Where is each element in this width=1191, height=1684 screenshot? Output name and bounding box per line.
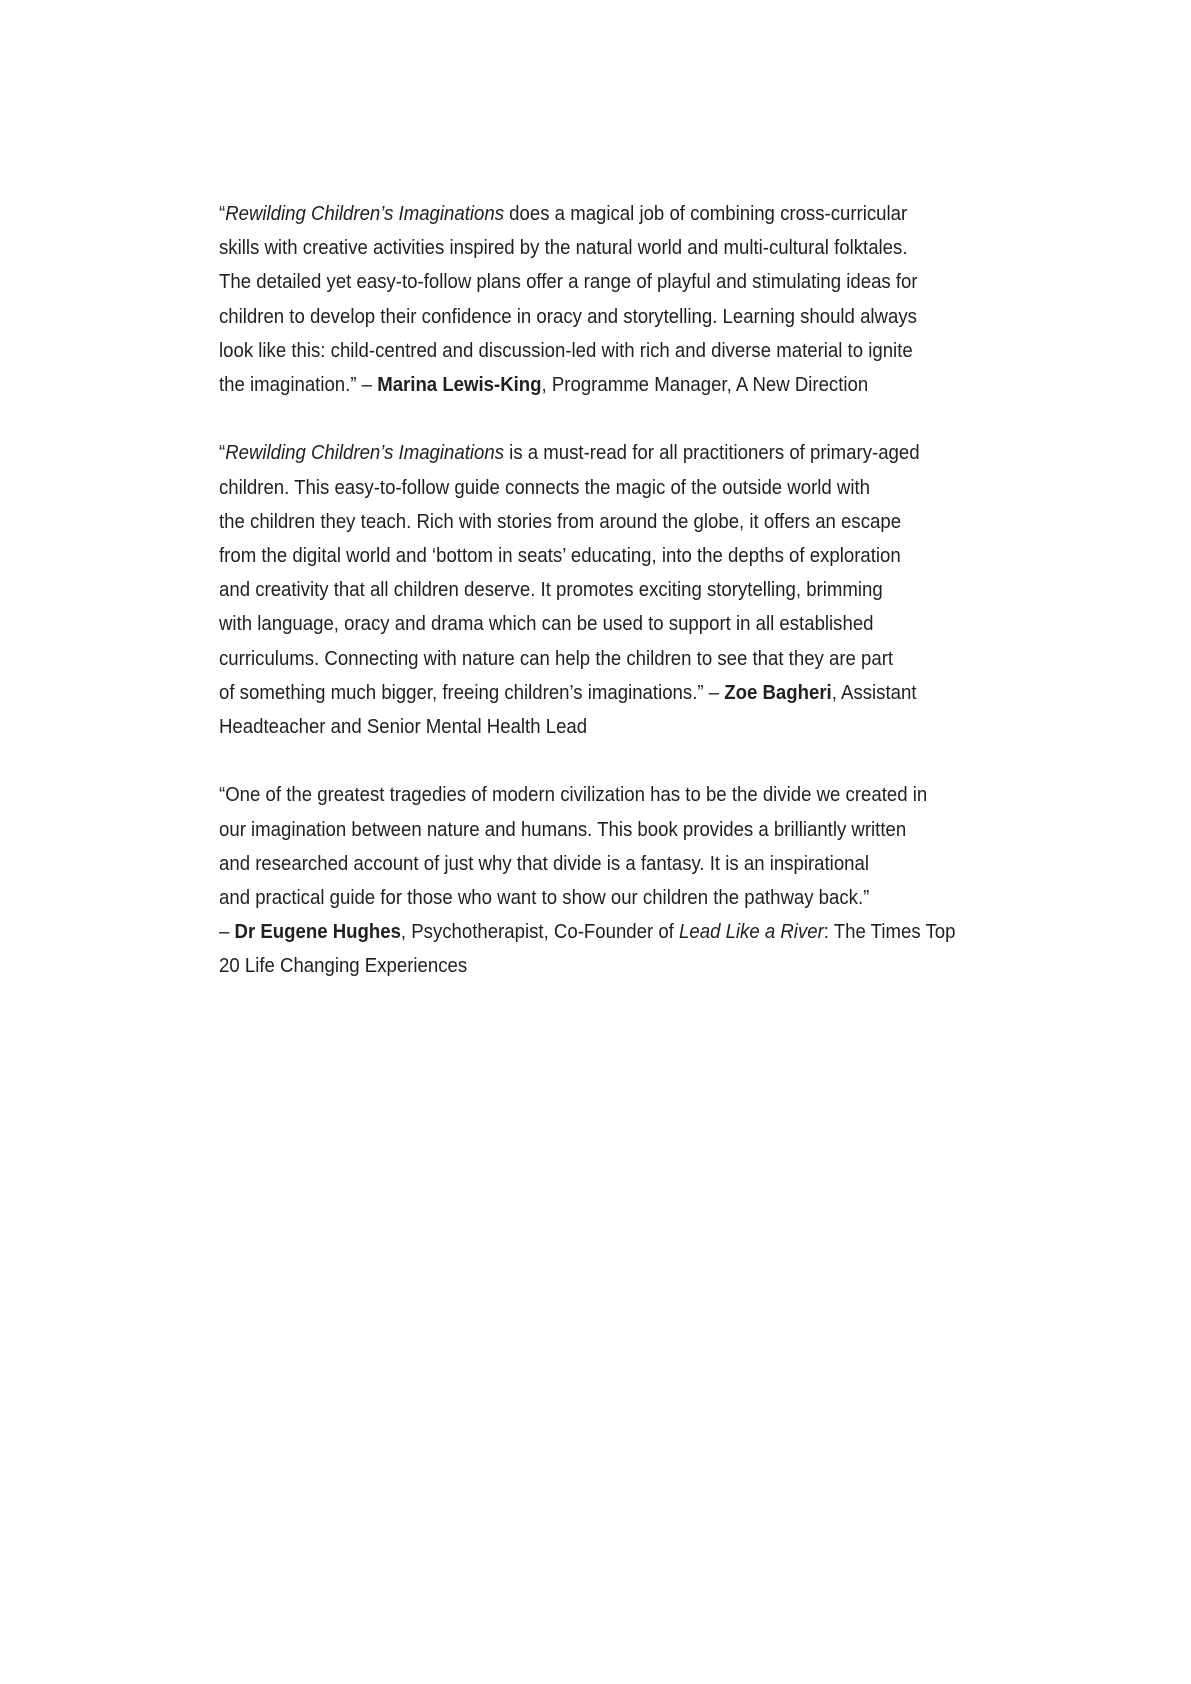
text-segment: and creativity that all children deserve. It promotes exciting storytelling, brimming <box>219 579 883 602</box>
document-page <box>219 197 1099 1018</box>
text-line <box>219 334 1037 368</box>
testimonial-paragraph <box>219 778 1099 983</box>
text-line <box>219 813 1037 847</box>
text-line <box>219 505 1037 539</box>
text-segment: : The Times Top <box>823 921 956 944</box>
text-segment: of something much bigger, freeing children’s imaginations.” – <box>219 681 725 704</box>
author-name: Dr Eugene Hughes <box>234 921 401 944</box>
text-segment: “ <box>219 442 226 465</box>
text-line <box>219 300 1037 334</box>
text-line <box>219 436 1037 470</box>
testimonial-paragraph <box>219 436 1099 744</box>
text-segment: from the digital world and ‘bottom in seats’ educating, into the depths of exploration <box>219 545 901 568</box>
text-segment: “One of the greatest tragedies of modern civilization has to be the divide we created in <box>219 784 928 807</box>
text-segment: and researched account of just why that divide is a fantasy. It is an inspirational <box>219 852 869 875</box>
testimonial-paragraph <box>219 197 1099 402</box>
text-segment: is a must-read for all practitioners of primary-aged <box>504 442 920 465</box>
text-segment: our imagination between nature and humans. This book provides a brilliantly written <box>219 818 907 841</box>
text-segment: – <box>219 921 235 944</box>
text-segment: curriculums. Connecting with nature can help the children to see that they are part <box>219 647 894 670</box>
text-segment: and practical guide for those who want to show our children the pathway back.” <box>219 887 870 910</box>
text-segment: skills with creative activities inspired by the natural world and multi-cultural folktales. <box>219 237 908 260</box>
text-line <box>219 197 1037 231</box>
book-title: Rewilding Children’s Imaginations <box>225 203 505 225</box>
book-title: Rewilding Children’s Imaginations <box>225 442 505 465</box>
text-line <box>219 642 1037 676</box>
text-line <box>219 539 1037 573</box>
text-line <box>219 710 1037 744</box>
text-segment: Headteacher and Senior Mental Health Lead <box>219 716 588 739</box>
text-line <box>219 778 1037 812</box>
text-segment: the children they teach. Rich with stories from around the globe, it offers an escape <box>219 510 902 533</box>
text-line <box>219 231 1037 265</box>
text-segment: with language, oracy and drama which can be used to support in all established <box>219 613 874 636</box>
text-line <box>219 607 1037 641</box>
text-line <box>219 847 1037 881</box>
text-segment: children to develop their confidence in oracy and storytelling. Learning should always <box>219 305 917 328</box>
text-line <box>219 915 1037 949</box>
text-segment: children. This easy-to-follow guide connects the magic of the outside world with <box>219 476 870 499</box>
text-segment: , Psychotherapist, Co-Founder of <box>400 921 680 944</box>
text-line <box>219 881 1037 915</box>
author-name: Zoe Bagheri <box>724 681 832 704</box>
text-segment: , Assistant <box>831 681 917 704</box>
text-segment: , Programme Manager, A New Direction <box>541 374 869 397</box>
text-segment: look like this: child-centred and discussion-led with rich and diverse material to ignite <box>219 339 913 362</box>
text-line <box>219 573 1037 607</box>
text-segment: does a magical job of combining cross-curricular <box>504 203 908 225</box>
text-segment: 20 Life Changing Experiences <box>219 955 468 978</box>
text-line <box>219 949 1037 983</box>
text-line <box>219 676 1037 710</box>
author-name: Marina Lewis-King <box>377 374 542 397</box>
text-segment: the imagination.” – <box>219 374 378 397</box>
book-title: Lead Like a River <box>679 921 824 944</box>
text-segment: “ <box>219 203 226 225</box>
text-line <box>219 265 1037 299</box>
text-line <box>219 471 1037 505</box>
text-line <box>219 368 1037 402</box>
text-segment: The detailed yet easy-to-follow plans offer a range of playful and stimulating ideas for <box>219 271 918 294</box>
